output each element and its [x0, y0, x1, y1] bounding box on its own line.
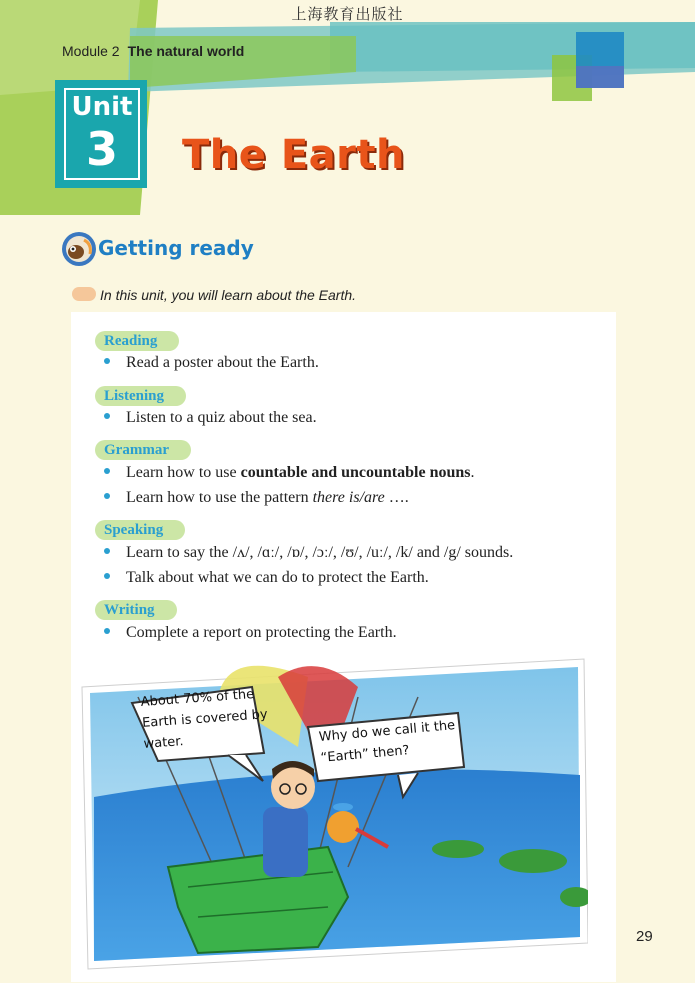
- speaking-tag: Speaking: [95, 520, 185, 540]
- bullet-icon: [104, 413, 110, 419]
- grammar-item: [104, 464, 475, 482]
- speaking-item-text: Learn to say the /ʌ/, /ɑː/, /ɒ/, /ɔː/, /ʊ/, /uː/, /k/ and /g/ sounds.: [126, 544, 514, 561]
- speaking-item: [104, 569, 429, 587]
- reading-item-text: Read a poster about the Earth.: [126, 354, 319, 371]
- page-number: 29: [636, 928, 653, 945]
- grammar-item-text: Learn how to use the pattern: [126, 489, 313, 506]
- intro-text: In this unit, you will learn about the Earth.: [100, 287, 357, 303]
- grammar-item: [104, 489, 409, 507]
- listening-item-text: Listen to a quiz about the sea.: [126, 409, 317, 426]
- bullet-icon: [104, 493, 110, 499]
- speaking-item-text: Talk about what we can do to protect the Earth.: [126, 569, 429, 586]
- speaking-item: [104, 544, 513, 562]
- module-number: Module 2: [62, 43, 120, 59]
- bubble-right-line: “Earth” then?: [320, 743, 410, 766]
- intro-marker: [72, 287, 96, 301]
- grammar-pattern: there is/are: [312, 489, 385, 506]
- grammar-keyword: countable and uncountable nouns: [240, 464, 471, 481]
- module-title: The natural world: [127, 43, 245, 59]
- bullet-icon: [104, 358, 110, 364]
- listening-owl-icon: [60, 230, 98, 268]
- bullet-icon: [104, 573, 110, 579]
- bubble-left-line: water.: [143, 734, 185, 752]
- grammar-item-text: Learn how to use: [126, 464, 241, 481]
- bubble-right-line: Why do we call it the: [318, 718, 456, 745]
- writing-tag: Writing: [95, 600, 177, 620]
- bullet-icon: [104, 548, 110, 554]
- speech-bubble-left: [140, 683, 270, 755]
- reading-tag: Reading: [95, 331, 179, 351]
- reading-item: [104, 354, 319, 372]
- grammar-item-end: ….: [384, 489, 409, 506]
- bullet-icon: [104, 628, 110, 634]
- bubble-left-line: Earth is covered by: [141, 707, 269, 731]
- section-title: Getting ready: [98, 236, 254, 260]
- grammar-item-end: .: [470, 464, 475, 481]
- writing-item-text: Complete a report on protecting the Earth.: [126, 624, 397, 641]
- bullet-icon: [104, 468, 110, 474]
- unit-word: Unit: [71, 92, 133, 122]
- module-label: [62, 43, 244, 59]
- listening-item: [104, 409, 317, 427]
- grammar-tag: Grammar: [95, 440, 191, 460]
- writing-item: [104, 624, 397, 642]
- bubble-left-line: About 70% of the: [140, 687, 255, 710]
- listening-tag: Listening: [95, 386, 186, 406]
- publisher-name: 上海教育出版社: [291, 5, 404, 23]
- unit-title: The Earth: [182, 132, 405, 178]
- unit-number: 3: [85, 122, 118, 176]
